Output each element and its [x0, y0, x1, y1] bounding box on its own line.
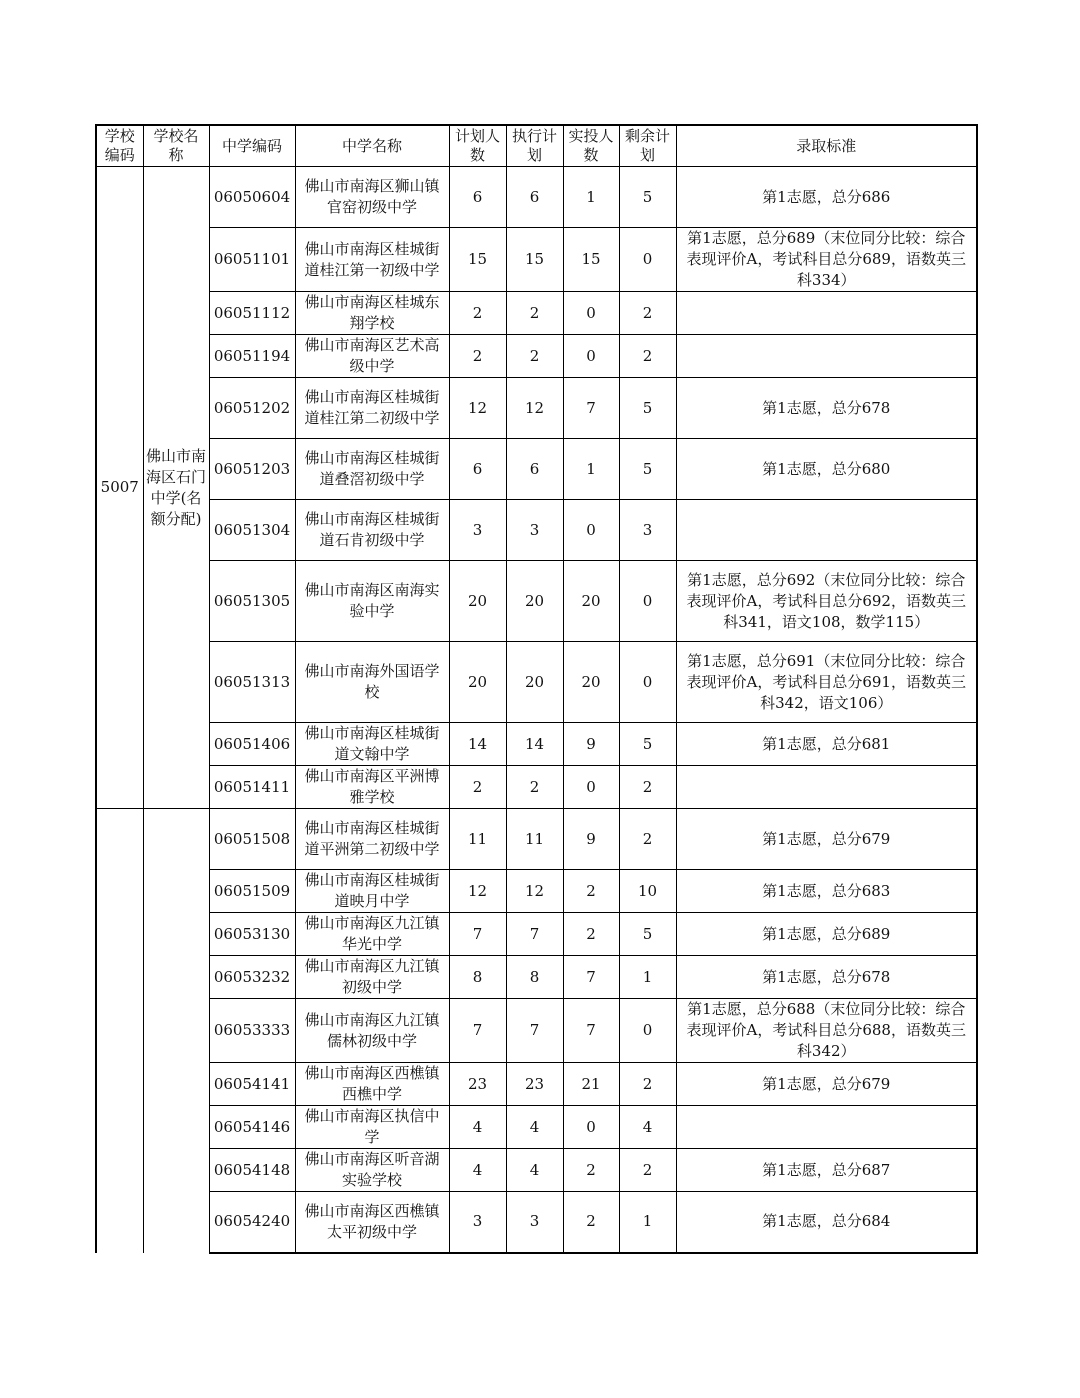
remain-cell: 5	[619, 723, 676, 766]
exec-cell: 3	[506, 1192, 563, 1253]
table-row	[96, 292, 977, 335]
table-row	[96, 956, 977, 999]
mid-code-cell: 06051509	[209, 870, 295, 913]
mid-code-cell: 06051508	[209, 809, 295, 870]
mid-name-cell: 佛山市南海区听音湖实验学校	[295, 1149, 449, 1192]
standard-cell	[676, 766, 977, 809]
actual-cell: 15	[563, 228, 619, 292]
standard-cell: 第1志愿，总分691（末位同分比较：综合表现评价A，考试科目总分691，语数英三科342，语文106）	[676, 642, 977, 723]
table-row	[96, 723, 977, 766]
mid-name-cell: 佛山市南海区西樵镇太平初级中学	[295, 1192, 449, 1253]
mid-code-cell: 06051203	[209, 439, 295, 500]
actual-cell: 1	[563, 167, 619, 228]
mid-name-cell: 佛山市南海区艺术高级中学	[295, 335, 449, 378]
mid-name-cell: 佛山市南海区西樵镇西樵中学	[295, 1063, 449, 1106]
standard-cell: 第1志愿，总分679	[676, 809, 977, 870]
plan-cell: 12	[449, 378, 506, 439]
standard-cell: 第1志愿，总分688（末位同分比较：综合表现评价A，考试科目总分688，语数英三科342）	[676, 999, 977, 1063]
actual-cell: 7	[563, 999, 619, 1063]
standard-cell: 第1志愿，总分678	[676, 378, 977, 439]
mid-name-cell: 佛山市南海区九江镇初级中学	[295, 956, 449, 999]
group-school-code: 5007	[96, 167, 143, 809]
plan-cell: 4	[449, 1149, 506, 1192]
exec-cell: 15	[506, 228, 563, 292]
remain-cell: 4	[619, 1106, 676, 1149]
actual-cell: 21	[563, 1063, 619, 1106]
header-remain: 剩余计划	[619, 125, 676, 167]
mid-code-cell: 06051194	[209, 335, 295, 378]
plan-cell: 11	[449, 809, 506, 870]
table-row	[96, 809, 977, 870]
plan-cell: 14	[449, 723, 506, 766]
header-mid-code: 中学编码	[209, 125, 295, 167]
plan-cell: 4	[449, 1106, 506, 1149]
group-school-code-cont	[96, 809, 143, 1253]
actual-cell: 20	[563, 561, 619, 642]
mid-code-cell: 06054141	[209, 1063, 295, 1106]
plan-cell: 20	[449, 642, 506, 723]
actual-cell: 0	[563, 292, 619, 335]
table-row	[96, 913, 977, 956]
remain-cell: 2	[619, 1149, 676, 1192]
actual-cell: 7	[563, 956, 619, 999]
exec-cell: 8	[506, 956, 563, 999]
standard-cell: 第1志愿，总分678	[676, 956, 977, 999]
exec-cell: 12	[506, 870, 563, 913]
exec-cell: 7	[506, 999, 563, 1063]
plan-cell: 3	[449, 1192, 506, 1253]
remain-cell: 2	[619, 292, 676, 335]
mid-name-cell: 佛山市南海区平洲博雅学校	[295, 766, 449, 809]
plan-cell: 6	[449, 439, 506, 500]
actual-cell: 1	[563, 439, 619, 500]
standard-cell	[676, 500, 977, 561]
standard-cell: 第1志愿，总分683	[676, 870, 977, 913]
exec-cell: 7	[506, 913, 563, 956]
exec-cell: 11	[506, 809, 563, 870]
admission-table	[95, 124, 978, 1254]
remain-cell: 5	[619, 439, 676, 500]
exec-cell: 23	[506, 1063, 563, 1106]
table-row	[96, 642, 977, 723]
exec-cell: 2	[506, 335, 563, 378]
mid-code-cell: 06051304	[209, 500, 295, 561]
remain-cell: 0	[619, 999, 676, 1063]
actual-cell: 0	[563, 335, 619, 378]
header-standard: 录取标准	[676, 125, 977, 167]
mid-code-cell: 06051101	[209, 228, 295, 292]
table-row	[96, 1149, 977, 1192]
mid-name-cell: 佛山市南海区桂城街道叠滘初级中学	[295, 439, 449, 500]
standard-cell: 第1志愿，总分689	[676, 913, 977, 956]
remain-cell: 10	[619, 870, 676, 913]
standard-cell: 第1志愿，总分681	[676, 723, 977, 766]
plan-cell: 7	[449, 999, 506, 1063]
standard-cell: 第1志愿，总分689（末位同分比较：综合表现评价A，考试科目总分689，语数英三科334）	[676, 228, 977, 292]
mid-code-cell: 06051406	[209, 723, 295, 766]
mid-code-cell: 06051411	[209, 766, 295, 809]
remain-cell: 0	[619, 561, 676, 642]
plan-cell: 6	[449, 167, 506, 228]
actual-cell: 2	[563, 870, 619, 913]
table-row	[96, 167, 977, 228]
remain-cell: 0	[619, 642, 676, 723]
mid-name-cell: 佛山市南海外国语学校	[295, 642, 449, 723]
exec-cell: 2	[506, 292, 563, 335]
mid-name-cell: 佛山市南海区执信中学	[295, 1106, 449, 1149]
actual-cell: 2	[563, 1192, 619, 1253]
exec-cell: 4	[506, 1106, 563, 1149]
remain-cell: 0	[619, 228, 676, 292]
mid-name-cell: 佛山市南海区桂城街道桂江第一初级中学	[295, 228, 449, 292]
actual-cell: 0	[563, 500, 619, 561]
plan-cell: 20	[449, 561, 506, 642]
plan-cell: 2	[449, 292, 506, 335]
mid-name-cell: 佛山市南海区南海实验中学	[295, 561, 449, 642]
table-row	[96, 335, 977, 378]
mid-name-cell: 佛山市南海区桂城街道桂江第二初级中学	[295, 378, 449, 439]
remain-cell: 2	[619, 809, 676, 870]
mid-code-cell: 06051305	[209, 561, 295, 642]
standard-cell: 第1志愿，总分692（末位同分比较：综合表现评价A，考试科目总分692，语数英三科341，语文108，数学115）	[676, 561, 977, 642]
exec-cell: 20	[506, 561, 563, 642]
header-row	[96, 125, 977, 167]
actual-cell: 7	[563, 378, 619, 439]
exec-cell: 14	[506, 723, 563, 766]
mid-code-cell: 06054240	[209, 1192, 295, 1253]
actual-cell: 9	[563, 723, 619, 766]
standard-cell: 第1志愿，总分687	[676, 1149, 977, 1192]
plan-cell: 8	[449, 956, 506, 999]
standard-cell: 第1志愿，总分680	[676, 439, 977, 500]
table-row	[96, 500, 977, 561]
exec-cell: 3	[506, 500, 563, 561]
plan-cell: 7	[449, 913, 506, 956]
mid-name-cell: 佛山市南海区九江镇儒林初级中学	[295, 999, 449, 1063]
mid-code-cell: 06051313	[209, 642, 295, 723]
exec-cell: 12	[506, 378, 563, 439]
mid-name-cell: 佛山市南海区九江镇华光中学	[295, 913, 449, 956]
header-school-name: 学校名称	[143, 125, 209, 167]
header-mid-name: 中学名称	[295, 125, 449, 167]
exec-cell: 6	[506, 439, 563, 500]
header-school-code: 学校编码	[96, 125, 143, 167]
standard-cell: 第1志愿，总分684	[676, 1192, 977, 1253]
exec-cell: 4	[506, 1149, 563, 1192]
standard-cell	[676, 335, 977, 378]
remain-cell: 2	[619, 335, 676, 378]
mid-code-cell: 06050604	[209, 167, 295, 228]
mid-name-cell: 佛山市南海区桂城街道石肯初级中学	[295, 500, 449, 561]
exec-cell: 20	[506, 642, 563, 723]
standard-cell: 第1志愿，总分679	[676, 1063, 977, 1106]
remain-cell: 5	[619, 167, 676, 228]
group-school-name: 佛山市南海区石门中学(名额分配)	[143, 167, 209, 809]
mid-name-cell: 佛山市南海区桂城东翔学校	[295, 292, 449, 335]
standard-cell	[676, 1106, 977, 1149]
remain-cell: 5	[619, 378, 676, 439]
admission-table-sheet	[95, 124, 976, 1254]
mid-code-cell: 06051202	[209, 378, 295, 439]
table-row	[96, 1192, 977, 1253]
actual-cell: 2	[563, 913, 619, 956]
actual-cell: 20	[563, 642, 619, 723]
header-exec: 执行计划	[506, 125, 563, 167]
mid-code-cell: 06053130	[209, 913, 295, 956]
actual-cell: 2	[563, 1149, 619, 1192]
table-row	[96, 870, 977, 913]
mid-code-cell: 06054146	[209, 1106, 295, 1149]
table-row	[96, 766, 977, 809]
remain-cell: 1	[619, 1192, 676, 1253]
remain-cell: 3	[619, 500, 676, 561]
mid-name-cell: 佛山市南海区桂城街道文翰中学	[295, 723, 449, 766]
header-plan: 计划人数	[449, 125, 506, 167]
actual-cell: 9	[563, 809, 619, 870]
plan-cell: 2	[449, 766, 506, 809]
remain-cell: 2	[619, 766, 676, 809]
exec-cell: 2	[506, 766, 563, 809]
standard-cell: 第1志愿，总分686	[676, 167, 977, 228]
plan-cell: 12	[449, 870, 506, 913]
mid-code-cell: 06054148	[209, 1149, 295, 1192]
actual-cell: 0	[563, 766, 619, 809]
plan-cell: 23	[449, 1063, 506, 1106]
remain-cell: 1	[619, 956, 676, 999]
header-actual: 实投人数	[563, 125, 619, 167]
group-school-name-cont	[143, 809, 209, 1253]
table-row	[96, 228, 977, 292]
mid-name-cell: 佛山市南海区桂城街道平洲第二初级中学	[295, 809, 449, 870]
table-row	[96, 999, 977, 1063]
mid-code-cell: 06051112	[209, 292, 295, 335]
plan-cell: 2	[449, 335, 506, 378]
mid-name-cell: 佛山市南海区桂城街道映月中学	[295, 870, 449, 913]
table-row	[96, 378, 977, 439]
table-row	[96, 1106, 977, 1149]
remain-cell: 5	[619, 913, 676, 956]
table-row	[96, 439, 977, 500]
mid-name-cell: 佛山市南海区狮山镇官窑初级中学	[295, 167, 449, 228]
plan-cell: 15	[449, 228, 506, 292]
mid-code-cell: 06053232	[209, 956, 295, 999]
standard-cell	[676, 292, 977, 335]
actual-cell: 0	[563, 1106, 619, 1149]
remain-cell: 2	[619, 1063, 676, 1106]
mid-code-cell: 06053333	[209, 999, 295, 1063]
table-row	[96, 1063, 977, 1106]
plan-cell: 3	[449, 500, 506, 561]
exec-cell: 6	[506, 167, 563, 228]
table-row	[96, 561, 977, 642]
